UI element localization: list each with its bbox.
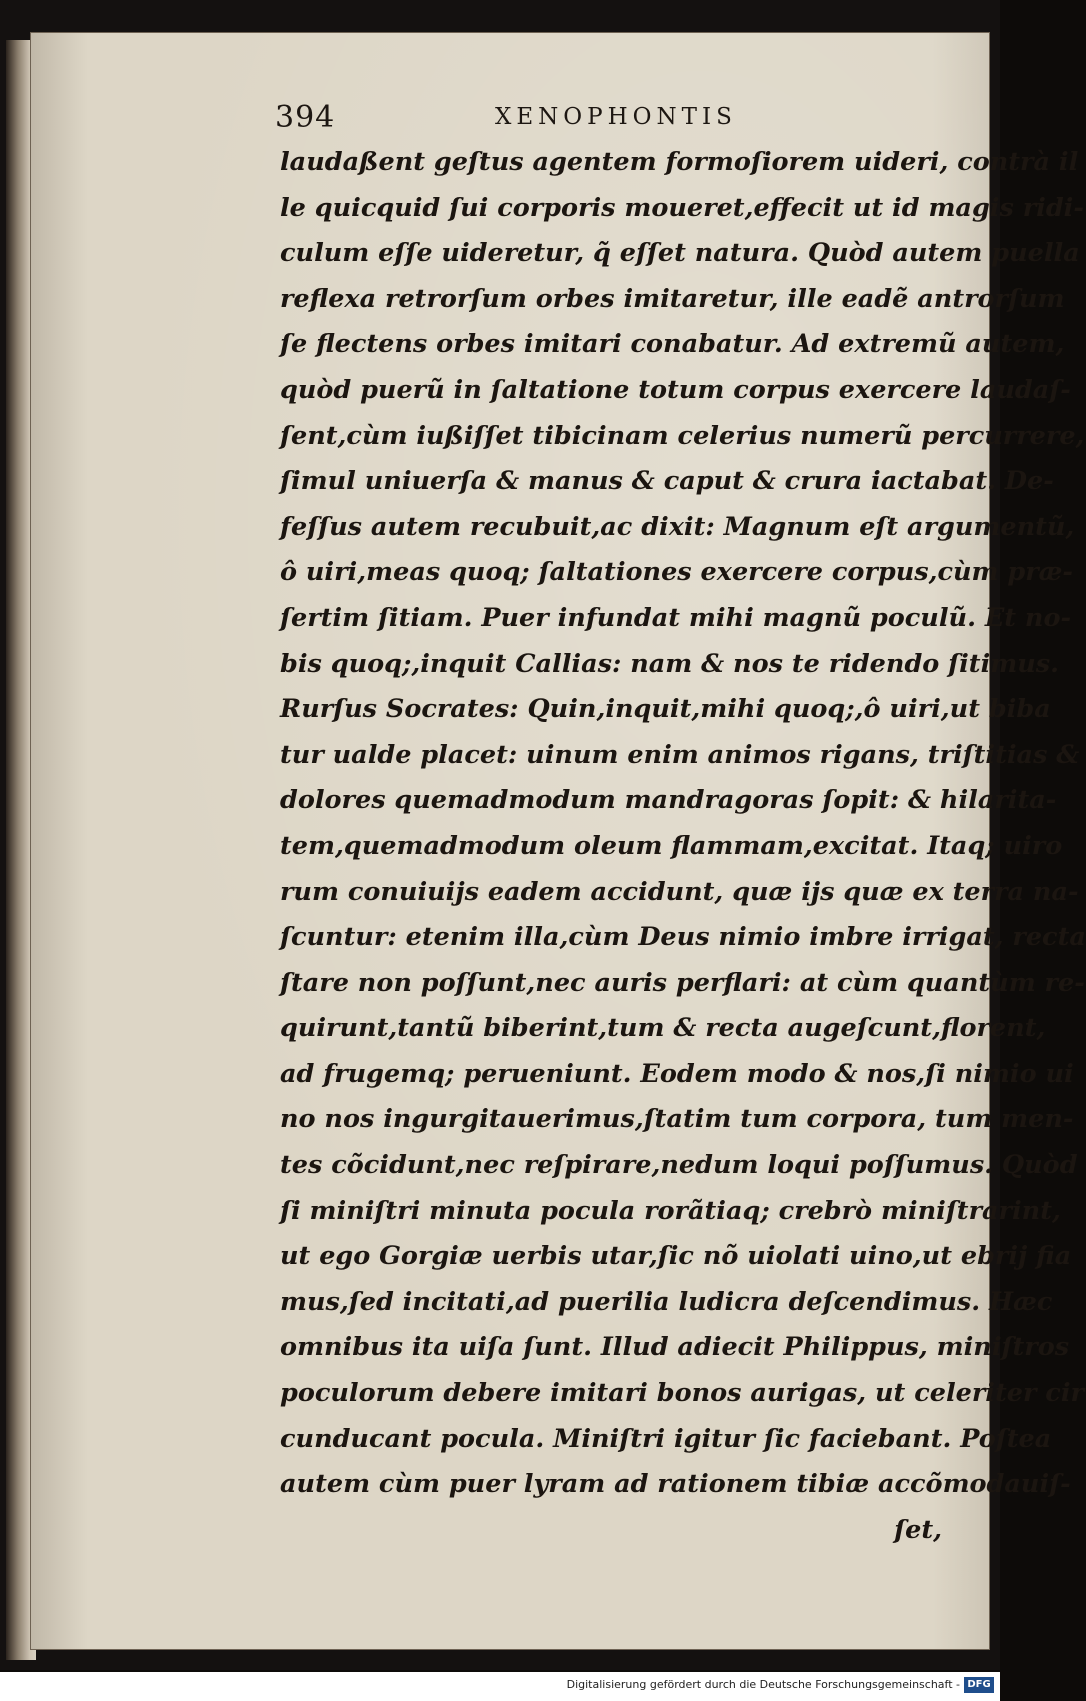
- text-line: le quicquid ſui corporis moueret,effecit ut id magis ridi-: [280, 192, 1084, 223]
- text-line: omnibus ita uiſa ſunt. Illud adiecit Philippus, miniſtros: [280, 1332, 1070, 1363]
- text-line: ſimul uniuerſa & manus & caput & crura iactabat. De-: [280, 466, 1054, 497]
- text-line: ô uiri,meas quoq; ſaltationes exercere corpus,cùm præ-: [280, 557, 1074, 588]
- text-line: ut ego Gorgiæ uerbis utar,ſic nõ uiolati uino,ut ebrij fia: [280, 1241, 1072, 1272]
- text-line: ſtare non poſſunt,nec auris perflari: at cùm quantùm re-: [280, 967, 1085, 998]
- text-line: ſi miniſtri minuta pocula rorãtiaq; crebrò miniſtrarint,: [280, 1195, 1061, 1226]
- text-line: laudaßent geſtus agentem formoſiorem uideri, contrà il: [280, 147, 1079, 177]
- text-line: ad frugemq; perueniunt. Eodem modo & nos,ſi nimio ui: [280, 1058, 1074, 1089]
- text-line: tes cõcidunt,nec reſpirare,nedum loqui poſſumus. Quòd: [280, 1150, 1078, 1181]
- footer-bar: [0, 1672, 1000, 1701]
- text-block: [280, 140, 1086, 1553]
- text-line: culum eſſe uideretur, q̃ eſſet natura. Quòd autem puella: [280, 238, 1080, 269]
- text-line: ſent,cùm iußiſſet tibicinam celerius numerũ percurrere,: [280, 420, 1085, 451]
- text-line: mus,ſed incitati,ad puerilia ludicra deſcendimus. Hæc: [280, 1286, 1053, 1317]
- page-number: 394: [275, 100, 336, 135]
- running-title: XENOPHONTIS: [495, 104, 737, 130]
- text-line: no nos ingurgitauerimus,ſtatim tum corpora, tum men-: [280, 1104, 1074, 1135]
- catchword: ſet,: [894, 1514, 942, 1545]
- text-line: ſertim ſitiam. Puer infundat mihi magnũ poculũ. Et no-: [280, 602, 1072, 633]
- text-line: quirunt,tantũ biberint,tum & recta augeſcunt,florent,: [280, 1013, 1046, 1044]
- text-line: feſſus autem recubuit,ac dixit: Magnum eſt argumentũ,: [280, 511, 1075, 542]
- running-head: [275, 100, 975, 140]
- text-line: poculorum debere imitari bonos aurigas, ut celeriter cir: [280, 1378, 1084, 1409]
- text-line: dolores quemadmodum mandragoras ſopit: & hilarita-: [280, 785, 1057, 816]
- text-line: reflexa retrorſum orbes imitaretur, ille eadẽ antrorſum: [280, 283, 1065, 314]
- text-line: tur ualde placet: uinum enim animos rigans, triſtitias &: [280, 739, 1080, 770]
- text-line: bis quoq;,inquit Callias: nam & nos te ridendo ſitimus.: [280, 648, 1060, 679]
- text-line: ſcuntur: etenim illa,cùm Deus nimio imbre irrigat, recta: [280, 922, 1086, 953]
- text-line: tem,quemadmodum oleum flammam,excitat. Itaq; uiro: [280, 830, 1063, 861]
- text-line: ſe flectens orbes imitari conabatur. Ad extremũ autem,: [280, 329, 1065, 360]
- dfg-logo-icon: DFG: [964, 1677, 994, 1693]
- text-line: cunducant pocula. Miniſtri igitur ſic faciebant. Poſtea: [280, 1423, 1052, 1454]
- funding-credit: Digitalisierung gefördert durch die Deutsche Forschungsgemeinschaft -: [566, 1678, 960, 1691]
- text-line: rum conuiuijs eadem accidunt, quæ ijs quæ ex terra na-: [280, 876, 1079, 907]
- text-line: Rurſus Socrates: Quin,inquit,mihi quoq;,ô uiri,ut biba: [280, 694, 1051, 725]
- text-line: quòd puerũ in ſaltatione totum corpus exercere laudaſ-: [280, 374, 1071, 405]
- text-line: autem cùm puer lyram ad rationem tibiæ accõmodauiſ-: [280, 1469, 1071, 1500]
